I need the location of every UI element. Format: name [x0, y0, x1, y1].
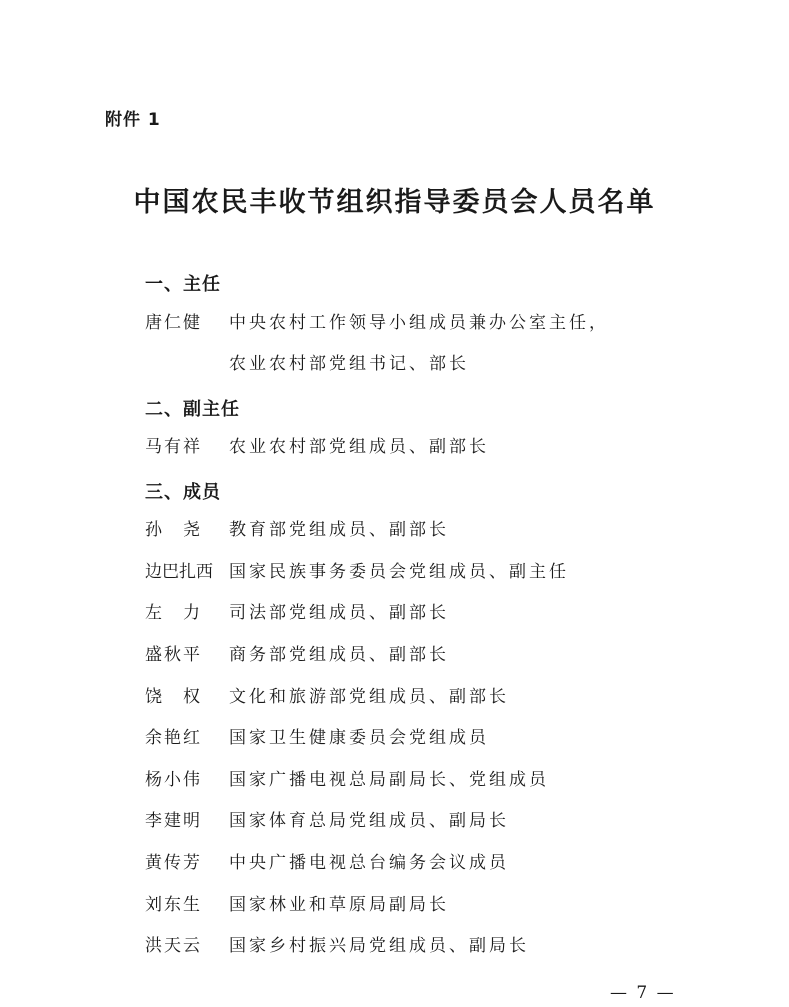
- member-duty: 国家卫生健康委员会党组成员: [229, 728, 489, 748]
- section-heading-members: 三、成员: [145, 482, 221, 503]
- page-number: — 7 —: [610, 983, 676, 1003]
- member-name: 饶 权: [145, 687, 202, 707]
- member-name: 黄传芳: [145, 853, 202, 873]
- member-duty: 文化和旅游部党组成员、副部长: [229, 687, 509, 707]
- member-duty: 教育部党组成员、副部长: [229, 520, 449, 540]
- document-title: 中国农民丰收节组织指导委员会人员名单: [133, 187, 656, 218]
- member-name: 马有祥: [145, 437, 202, 457]
- member-name: 李建明: [145, 811, 202, 831]
- member-name: 孙 尧: [145, 520, 202, 540]
- section-heading-deputy: 二、副主任: [145, 399, 240, 420]
- member-duty: 中央农村工作领导小组成员兼办公室主任，: [229, 313, 609, 333]
- member-duty: 农业农村部党组成员、副部长: [229, 437, 489, 457]
- member-duty: 国家乡村振兴局党组成员、副局长: [229, 936, 529, 956]
- member-duty: 国家林业和草原局副局长: [229, 895, 449, 915]
- member-name: 边巴扎西: [145, 562, 213, 582]
- attachment-label: 附件 1: [105, 110, 161, 130]
- member-name: 左 力: [145, 603, 202, 623]
- member-duty-continued: 农业农村部党组书记、部长: [229, 354, 469, 374]
- member-duty: 商务部党组成员、副部长: [229, 645, 449, 665]
- member-duty: 国家体育总局党组成员、副局长: [229, 811, 509, 831]
- section-heading-director: 一、主任: [145, 274, 221, 295]
- member-duty: 国家民族事务委员会党组成员、副主任: [229, 562, 569, 582]
- member-name: 洪天云: [145, 936, 202, 956]
- member-duty: 中央广播电视总台编务会议成员: [229, 853, 509, 873]
- member-name: 唐仁健: [145, 313, 202, 333]
- member-name: 刘东生: [145, 895, 202, 915]
- member-name: 杨小伟: [145, 770, 202, 790]
- member-duty: 司法部党组成员、副部长: [229, 603, 449, 623]
- member-name: 盛秋平: [145, 645, 202, 665]
- member-duty: 国家广播电视总局副局长、党组成员: [229, 770, 549, 790]
- member-name: 余艳红: [145, 728, 202, 748]
